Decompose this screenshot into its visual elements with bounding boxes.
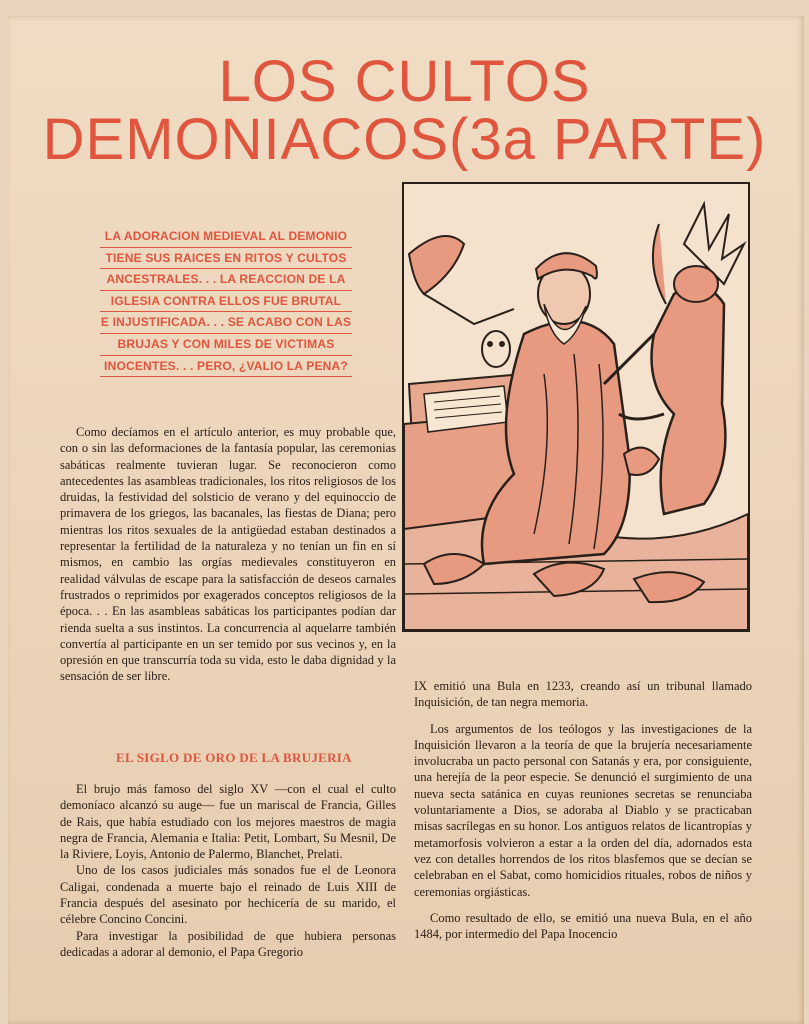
section-heading: EL SIGLO DE ORO DE LA BRUJERIA xyxy=(116,750,352,765)
lead-line: ANCESTRALES. . . LA REACCION DE LA xyxy=(100,269,352,291)
woodcut-illustration-art xyxy=(404,184,748,630)
lead-line: INOCENTES. . . PERO, ¿VALIO LA PENA? xyxy=(100,356,352,378)
lead-line: E INJUSTIFICADA. . . SE ACABO CON LAS xyxy=(100,312,352,334)
paragraph: Los argumentos de los teólogos y las investigaciones de la Inquisición llevaron a la teoría de que la brujería necesariamente involucraba un pacto personal con Satanás y era, por consiguiente, una herejía de la peor especie. Se denunció el surgimiento de una nueva secta satánica en cuyas reuniones secretas se renunciaba voluntariamente a Dios, se adoraba al Diablo y se practicaban misas sacrílegas en su honor. Los antiguos relatos de licantropías y metamorfosis volvieron a estar a la orden del día, adornados esta vez con detalles horrendos de los ritos blasfemos que se decían se celebraban en el Sabat, como homicidios rituales, robos de niños y ceremonias orgiásticas. xyxy=(414,721,752,899)
article-title-line1: LOS CULTOS xyxy=(218,49,591,114)
article-title-line2: DEMONIACOS(3a PARTE) xyxy=(42,107,767,172)
paragraph: Como resultado de ello, se emitió una nueva Bula, en el año 1484, por intermedio del Papa Inocencio xyxy=(414,910,752,942)
lead-line: IGLESIA CONTRA ELLOS FUE BRUTAL xyxy=(100,291,352,313)
column-left-top xyxy=(60,424,396,685)
paragraph: El brujo más famoso del siglo XV —con el cual el culto demoníaco alcanzó su auge— fue un mariscal de Francia, Gilles de Rais, que había estudiado con los mejores maestros de magia negra de Francia, Alemania e Italia: Petit, Lombart, Su Mesnil, De la Riviere, Loyis, Antonio de Palermo, Blanchet, Prelati. xyxy=(60,782,396,862)
column-right xyxy=(414,678,752,942)
lead-line: LA ADORACION MEDIEVAL AL DEMONIO xyxy=(100,226,352,248)
paragraph: Para investigar la posibilidad de que hubiera personas dedicadas a adorar al demonio, el Papa Gregorio xyxy=(60,928,396,959)
woodcut-illustration xyxy=(402,182,750,632)
lead-paragraph xyxy=(100,226,352,377)
lead-line: BRUJAS Y CON MILES DE VICTIMAS xyxy=(100,334,352,356)
column-left-bottom xyxy=(60,781,396,960)
paragraph: IX emitió una Bula en 1233, creando así un tribunal llamado Inquisición, de tan negra memoria. xyxy=(414,679,752,710)
lead-line: TIENE SUS RAICES EN RITOS Y CULTOS xyxy=(100,248,352,270)
paragraph: Uno de los casos judiciales más sonados fue el de Leonora Caligai, condenada a muerte bajo el reinado de Luis XIII de Francia después del asesinato por hechicería de su marido, el célebre Concino Concini. xyxy=(60,863,396,927)
paragraph: Como decíamos en el artículo anterior, es muy probable que, con o sin las deformaciones de la fantasía popular, las ceremonias sabáticas realmente tuvieran lugar. Se reconocieron como antecedentes las asambleas tradicionales, los ritos religiosos de los druidas, la festividad del solsticio de verano y del equinoccio de primavera de los griegos, las bacanales, las fiestas de Diana; pero mientras los ritos sexuales de la antigüedad estaban destinados a representar la fertilidad de la naturaleza y no tenían un fin en sí mismos, en cambio las orgías medievales constituyeron en realidad válvulas de escape para la satisfacción de deseos carnales frustrados o reprimidos por exagerados conceptos religiosos de la época. . . En las asambleas sabáticas los participantes podían dar rienda suelta a sus instintos. La concurrencia al aquelarre también convertía al participante en un ser temido por sus vecinos y, en la opresión en que transcurría toda su vida, esto le daba dignidad y la sensación de ser libre. xyxy=(60,425,396,684)
